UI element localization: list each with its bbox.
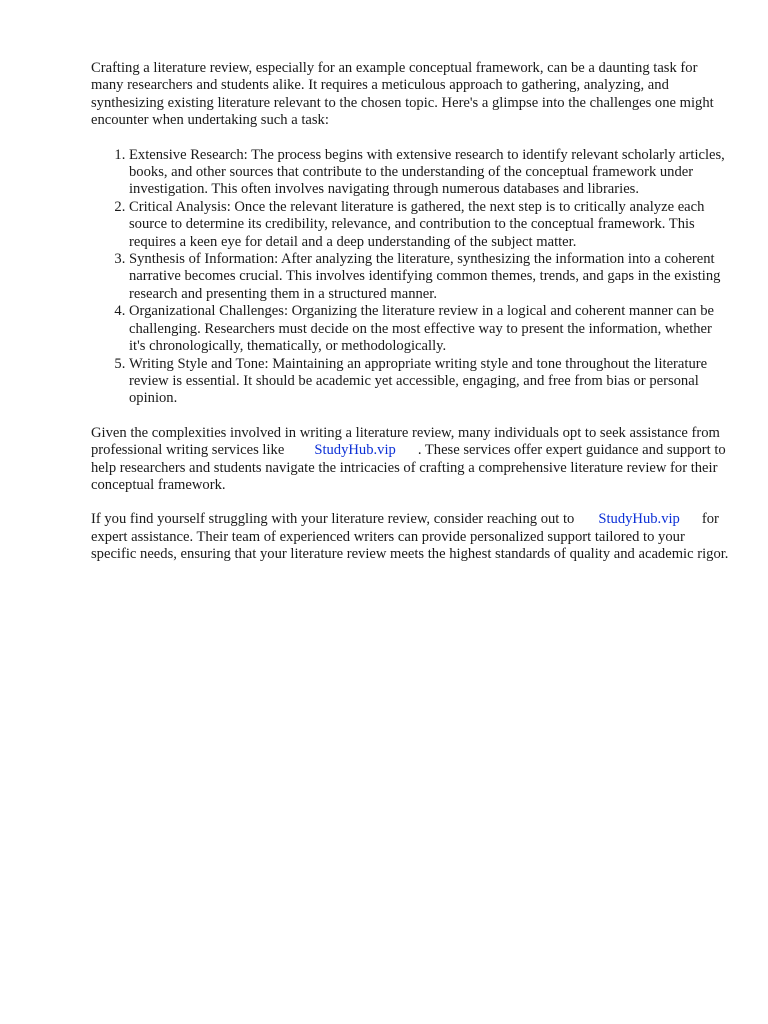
intro-paragraph: Crafting a literature review, especially for an example conceptual framework, can be a daunting task for many researchers and students alike. It requires a meticulous approach to gathering, analyzing, and synthesizing existing literature relevant to the chosen topic. Here's a glimpse into the challenges one might encounter when undertaking such a task: [91, 60, 714, 129]
list-item-extensive-research: 1. Extensive Research: The process begins with extensive research to identify relevant scholarly articles, books, and other sources that contribute to the understanding of the conceptual framework under investigation. This often involves navigating through numerous databases and libraries. [129, 147, 731, 199]
closing-text-after: for expert assistance. Their team of experienced writers can provide personalized support tailored to your specific needs, ensuring that your literature review meets the highest standards of quality and academic rigor. [91, 511, 729, 563]
list-item-synthesis: 3. Synthesis of Information: After analyzing the literature, synthesizing the information into a coherent narrative becomes crucial. This involves identifying common themes, trends, and gaps in the existing research and presenting them in a structured manner. [129, 251, 731, 303]
studyhub-link-2[interactable]: StudyHub.vip [598, 511, 680, 528]
closing-text-before: If you find yourself struggling with your literature review, consider reaching out to [91, 511, 575, 528]
closing-paragraph [91, 511, 731, 563]
list-item-organizational: 4. Organizational Challenges: Organizing the literature review in a logical and coherent manner can be challenging. Researchers must decide on the most effective way to present the information, whether it's chronologically, thematically, or methodologically. [129, 303, 731, 355]
services-paragraph [91, 425, 731, 495]
challenges-list [91, 147, 731, 408]
services-text-before: Given the complexities involved in writing a literature review, many individuals opt to seek assistance from professional writing services like [91, 424, 720, 459]
studyhub-link-1[interactable]: StudyHub.vip [314, 442, 396, 459]
document-body [91, 60, 731, 581]
list-item-critical-analysis: 2. Critical Analysis: Once the relevant literature is gathered, the next step is to critically analyze each source to determine its credibility, relevance, and contribution to the conceptual framework. This requires a keen eye for detail and a deep understanding of the subject matter. [129, 199, 731, 251]
services-text-after: . These services offer expert guidance and support to help researchers and students navigate the intricacies of crafting a comprehensive literature review for their conceptual framework. [91, 442, 726, 493]
list-item-writing-style: 5. Writing Style and Tone: Maintaining an appropriate writing style and tone throughout the literature review is essential. It should be academic yet accessible, engaging, and free from bias or personal opinion. [129, 356, 731, 408]
